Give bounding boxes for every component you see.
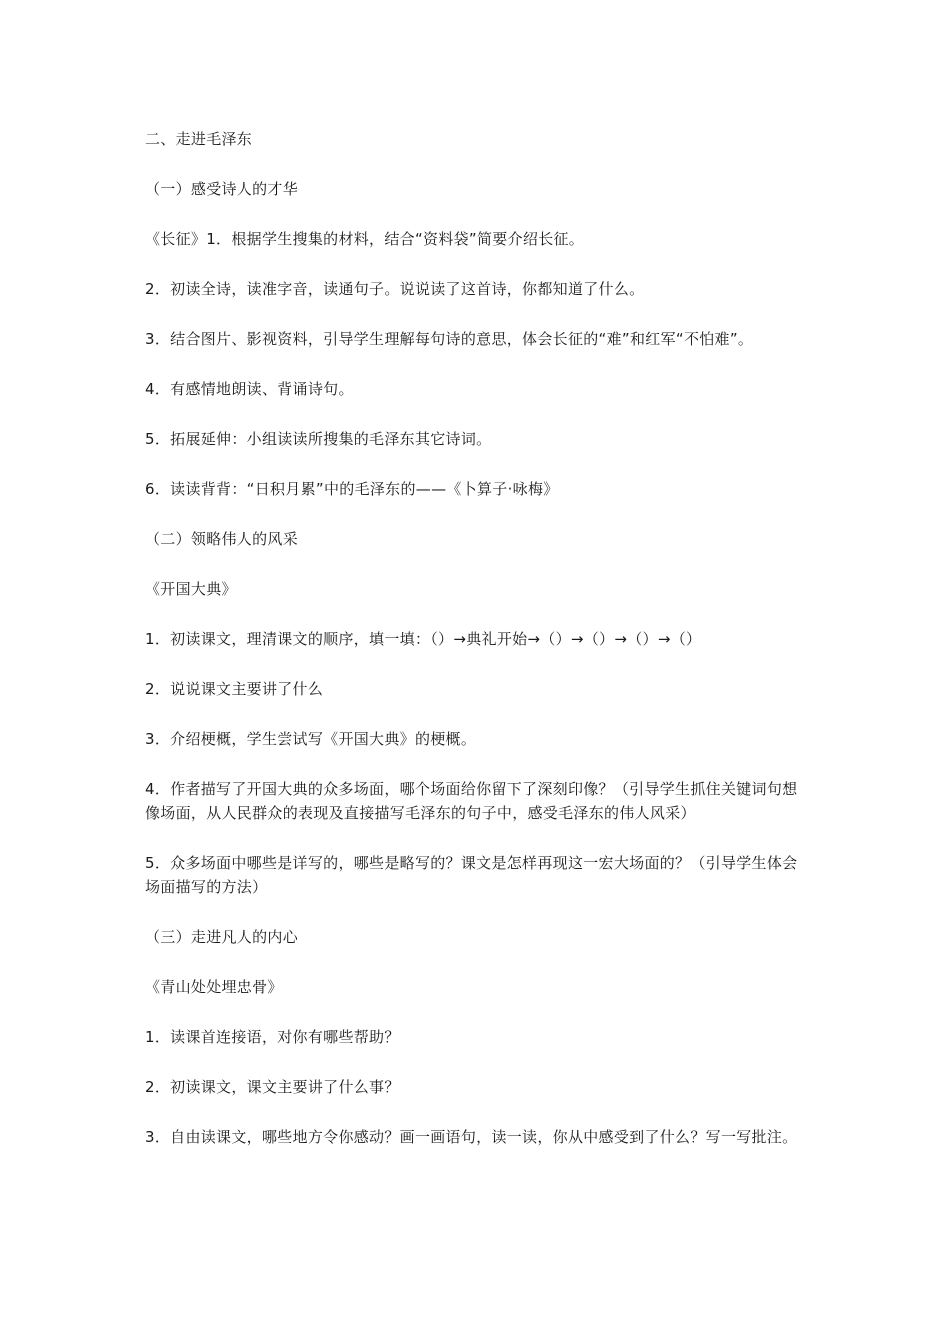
paragraph: 1．读课首连接语，对你有哪些帮助？ xyxy=(145,1028,400,1046)
paragraph: 4．作者描写了开国大典的众多场面，哪个场面给你留下了深刻印像？（引导学生抓住关键词句想像场面，从人民群众的表现及直接描写毛泽东的句子中，感受毛泽东的伟人风采） xyxy=(145,780,798,822)
paragraph: 1．初读课文，理清课文的顺序，填一填：（）→典礼开始→（）→（）→（）→（） xyxy=(145,630,702,648)
paragraph: 5．拓展延伸：小组读读所搜集的毛泽东其它诗词。 xyxy=(145,430,492,448)
paragraph: 6．读读背背：“日积月累”中的毛泽东的——《卜算子·咏梅》 xyxy=(145,480,559,498)
section-heading: 二、走进毛泽东 xyxy=(145,130,253,148)
paragraph: 5．众多场面中哪些是详写的，哪些是略写的？课文是怎样再现这一宏大场面的？（引导学生体会场面描写的方法） xyxy=(145,854,798,896)
subsection-heading: （一）感受诗人的才华 xyxy=(145,180,299,198)
paragraph: 2．初读全诗，读准字音，读通句子。说说读了这首诗，你都知道了什么。 xyxy=(145,280,645,298)
paragraph: 2．说说课文主要讲了什么 xyxy=(145,680,324,698)
paragraph: 3．结合图片、影视资料，引导学生理解每句诗的意思，体会长征的“难”和红军“不怕难”。 xyxy=(145,330,754,348)
lesson-title: 《开国大典》 xyxy=(145,580,237,598)
paragraph: 2．初读课文，课文主要讲了什么事？ xyxy=(145,1078,400,1096)
subsection-heading: （二）领略伟人的风采 xyxy=(145,530,299,548)
subsection-heading: （三）走进凡人的内心 xyxy=(145,928,299,946)
paragraph: 4．有感情地朗读、背诵诗句。 xyxy=(145,380,354,398)
paragraph: 3．介绍梗概，学生尝试写《开国大典》的梗概。 xyxy=(145,730,477,748)
paragraph: 《长征》1．根据学生搜集的材料，结合“资料袋”简要介绍长征。 xyxy=(145,230,585,248)
lesson-title: 《青山处处埋忠骨》 xyxy=(145,978,283,996)
paragraph: 3．自由读课文，哪些地方令你感动？画一画语句，读一读，你从中感受到了什么？写一写批注。 xyxy=(145,1128,798,1146)
document-page xyxy=(145,127,811,1175)
